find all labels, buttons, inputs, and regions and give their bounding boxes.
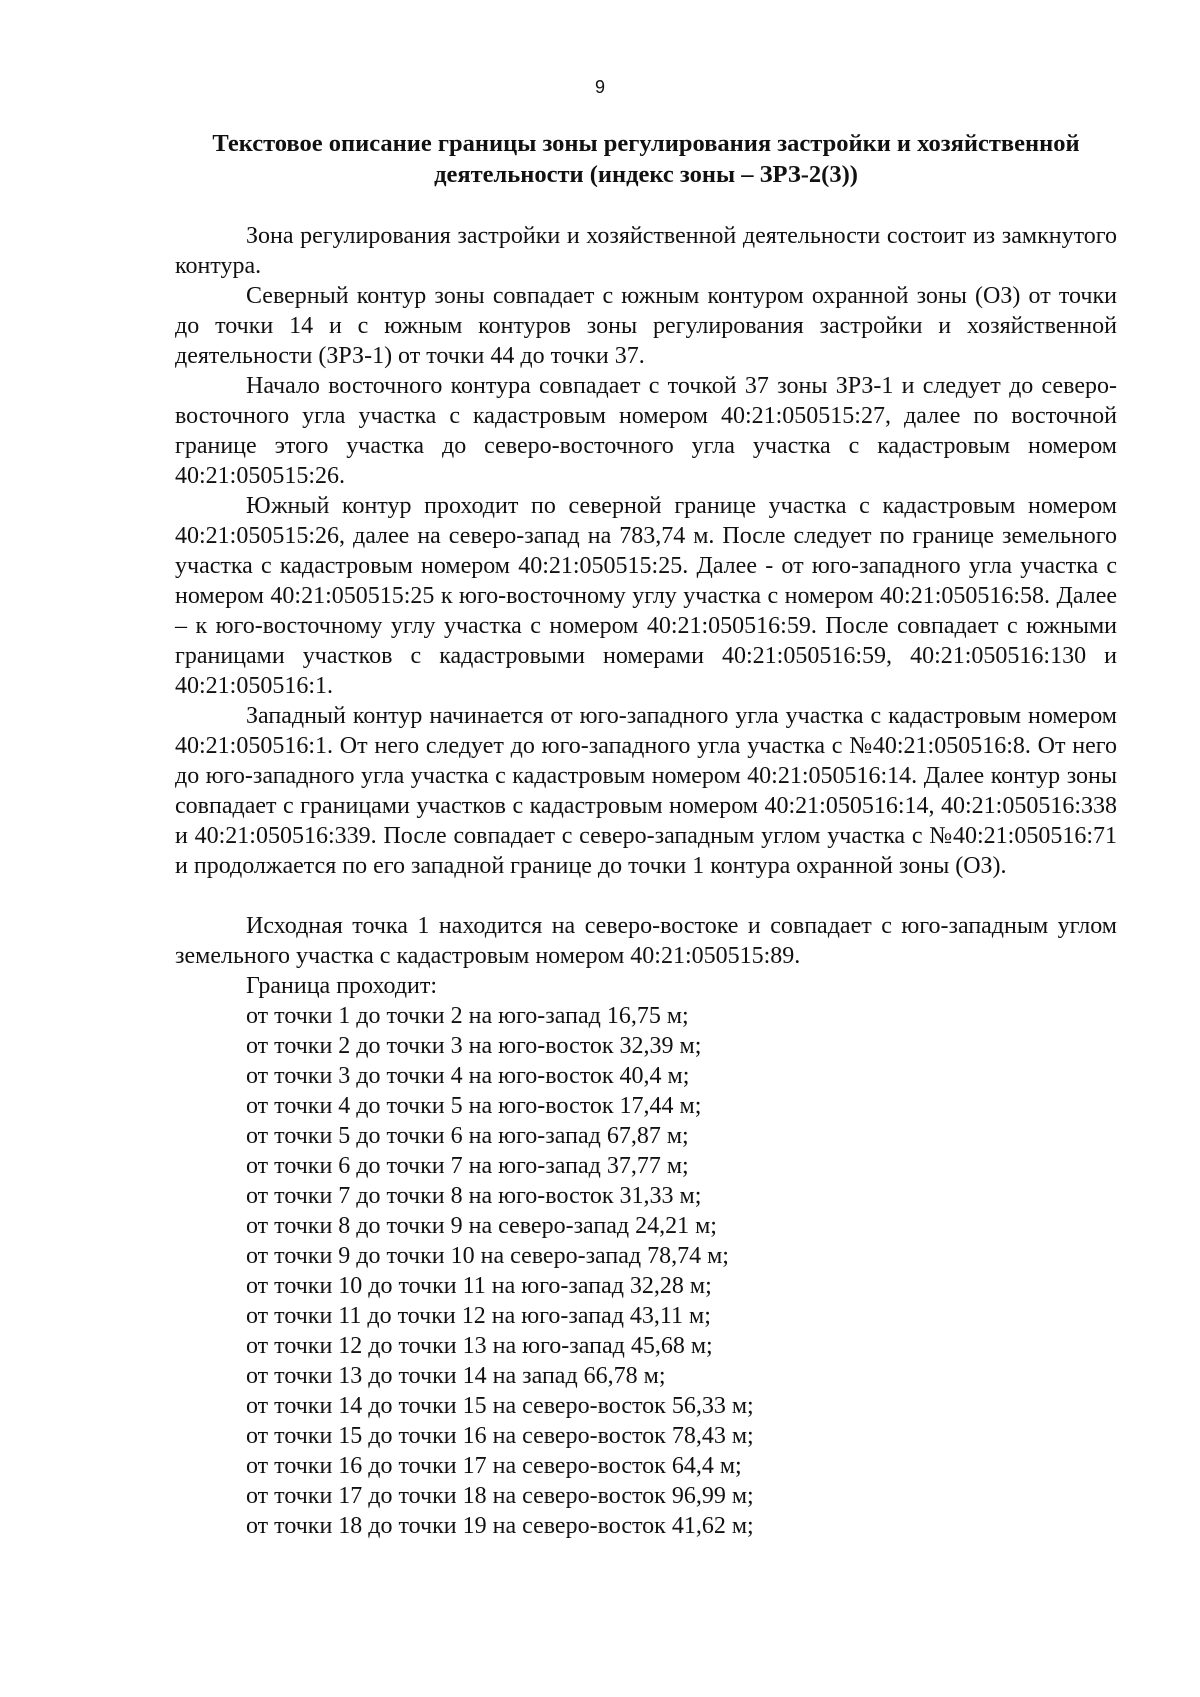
boundary-segment: от точки 5 до точки 6 на юго-запад 67,87 м;: [246, 1123, 689, 1149]
boundary-segment: от точки 1 до точки 2 на юго-запад 16,75 м;: [246, 1003, 689, 1029]
document-body: [175, 221, 1117, 1541]
boundary-segment: от точки 17 до точки 18 на северо-восток 96,99 м;: [246, 1483, 754, 1509]
title-line-2: деятельности (индекс зоны – ЗРЗ-2(3)): [434, 161, 858, 188]
boundary-segment: от точки 11 до точки 12 на юго-запад 43,11 м;: [246, 1303, 711, 1329]
boundary-segment: от точки 3 до точки 4 на юго-восток 40,4 м;: [246, 1063, 690, 1089]
boundary-segment: от точки 18 до точки 19 на северо-восток 41,62 м;: [246, 1513, 754, 1539]
paragraph-start-point: Исходная точка 1 находится на северо-востоке и совпадает с юго-западным углом земельного участка с кадастровым номером 40:21:050515:89.: [175, 913, 1117, 969]
boundary-segment: от точки 12 до точки 13 на юго-запад 45,68 м;: [246, 1333, 713, 1359]
page-number: 9: [594, 77, 605, 97]
paragraph-south-contour: Южный контур проходит по северной границе участка с кадастровым номером 40:21:050515:26, далее на северо-запад на 783,74 м. После следует по границе земельного участка с кадастровым номером 40:21:050515:25. Далее - от юго-западного угла участка с номером 40:21:050515:25 к юго-восточному углу участка с номером 40:21:050516:58. Далее – к юго-восточному углу участка с номером 40:21:050516:59. После совпадает с южными границами участков с кадастровыми номерами 40:21:050516:59, 40:21:050516:130 и 40:21:050516:1.: [175, 493, 1117, 699]
paragraph-east-contour: Начало восточного контура совпадает с точкой 37 зоны ЗРЗ-1 и следует до северо-восточного угла участка с кадастровым номером 40:21:050515:27, далее по восточной границе этого участка до северо-восточного угла участка с кадастровым номером 40:21:050515:26.: [175, 373, 1117, 489]
paragraph-west-contour: Западный контур начинается от юго-западного угла участка с кадастровым номером 40:21:050516:1. От него следует до юго-западного угла участка с №40:21:050516:8. От него до юго-западного угла участка с кадастровым номером 40:21:050516:14. Далее контур зоны совпадает с границами участков с кадастровым номером 40:21:050516:14, 40:21:050516:338 и 40:21:050516:339. После совпадает с северо-западным углом участка с №40:21:050516:71 и продолжается по его западной границе до точки 1 контура охранной зоны (ОЗ).: [175, 703, 1117, 879]
boundary-segment: от точки 4 до точки 5 на юго-восток 17,44 м;: [246, 1093, 702, 1119]
boundary-segment: от точки 2 до точки 3 на юго-восток 32,39 м;: [246, 1033, 702, 1059]
boundary-segment: от точки 16 до точки 17 на северо-восток 64,4 м;: [246, 1453, 742, 1479]
boundary-segment: от точки 14 до точки 15 на северо-восток 56,33 м;: [246, 1393, 754, 1419]
boundary-segment: от точки 6 до точки 7 на юго-запад 37,77 м;: [246, 1153, 689, 1179]
paragraph-zone-composition: Зона регулирования застройки и хозяйственной деятельности состоит из замкнутого контура.: [175, 223, 1117, 279]
boundary-intro: Граница проходит:: [246, 973, 438, 999]
boundary-segment: от точки 13 до точки 14 на запад 66,78 м;: [246, 1363, 666, 1389]
boundary-segment: от точки 9 до точки 10 на северо-запад 78,74 м;: [246, 1243, 729, 1269]
boundary-segment: от точки 7 до точки 8 на юго-восток 31,33 м;: [246, 1183, 702, 1209]
boundary-segment: от точки 10 до точки 11 на юго-запад 32,28 м;: [246, 1273, 712, 1299]
boundary-segment-list: [175, 1001, 1117, 1541]
boundary-segment: от точки 15 до точки 16 на северо-восток 78,43 м;: [246, 1423, 754, 1449]
document-title: [175, 128, 1117, 190]
title-line-1: Текстовое описание границы зоны регулирования застройки и хозяйственной: [212, 130, 1080, 157]
boundary-segment: от точки 8 до точки 9 на северо-запад 24,21 м;: [246, 1213, 717, 1239]
paragraph-spacer: [175, 881, 1117, 911]
paragraph-north-contour: Северный контур зоны совпадает с южным контуром охранной зоны (ОЗ) от точки до точки 14 и с южным контуров зоны регулирования застройки и хозяйственной деятельности (ЗРЗ-1) от точки 44 до точки 37.: [175, 283, 1117, 369]
